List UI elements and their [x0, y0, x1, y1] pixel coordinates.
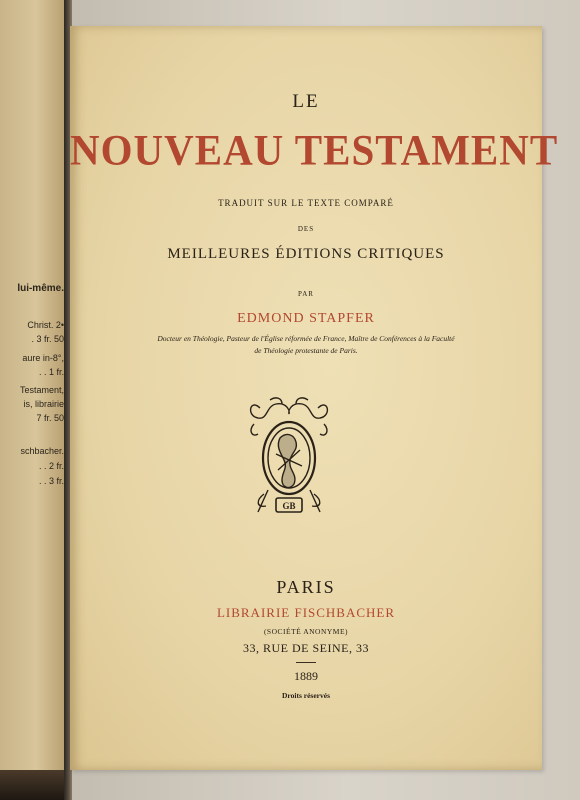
left-page-line: schbacher.	[20, 446, 64, 456]
publisher-name: LIBRAIRIE FISCHBACHER	[216, 605, 396, 620]
left-page-line: . 3 fr. 50	[31, 334, 64, 344]
left-page-line: lui-même.	[17, 283, 64, 294]
subtitle-meilleures: MEILLEURES ÉDITIONS CRITIQUES	[167, 246, 445, 262]
title-page	[70, 26, 559, 770]
divider	[296, 662, 316, 663]
left-page-line: . . 3 fr.	[38, 476, 64, 486]
book-title: NOUVEAU TESTAMENT	[70, 125, 559, 175]
emblem-monogram: GB	[282, 501, 296, 511]
left-page-line: aure in-8°,	[22, 353, 64, 363]
left-page-line: 7 fr. 50	[36, 413, 64, 423]
book-cover-edge	[0, 770, 70, 800]
left-page-line: is, librairie	[23, 399, 64, 409]
left-page-line: Christ. 2•	[27, 320, 64, 330]
byline-par: PAR	[298, 290, 314, 298]
left-page-line: . . 2 fr.	[38, 461, 64, 471]
author-credentials-line-1: Docteur en Théologie, Pasteur de l'Église réformée de France, Maître de Conférences à la Faculté	[157, 334, 455, 343]
author-credentials-line-2: de Théologie protestante de Paris.	[254, 346, 358, 355]
publication-city: PARIS	[276, 577, 336, 597]
left-page-line: Testament,	[19, 385, 64, 395]
subtitle-des: DES	[297, 225, 315, 233]
left-page-line: . . 1 fr.	[38, 367, 64, 377]
publisher-address: 33, RUE DE SEINE, 33	[243, 641, 369, 655]
publisher-societe: (SOCIÉTÉ ANONYME)	[263, 627, 349, 636]
publication-year: 1889	[294, 669, 318, 683]
author-name: EDMOND STAPFER	[237, 311, 375, 326]
title-article: LE	[292, 91, 320, 112]
publisher-emblem-icon	[246, 394, 332, 520]
subtitle-traduit: TRADUIT SUR LE TEXTE COMPARÉ	[218, 198, 394, 208]
rights-notice: Droits réservés	[282, 691, 330, 700]
left-page	[0, 0, 66, 800]
